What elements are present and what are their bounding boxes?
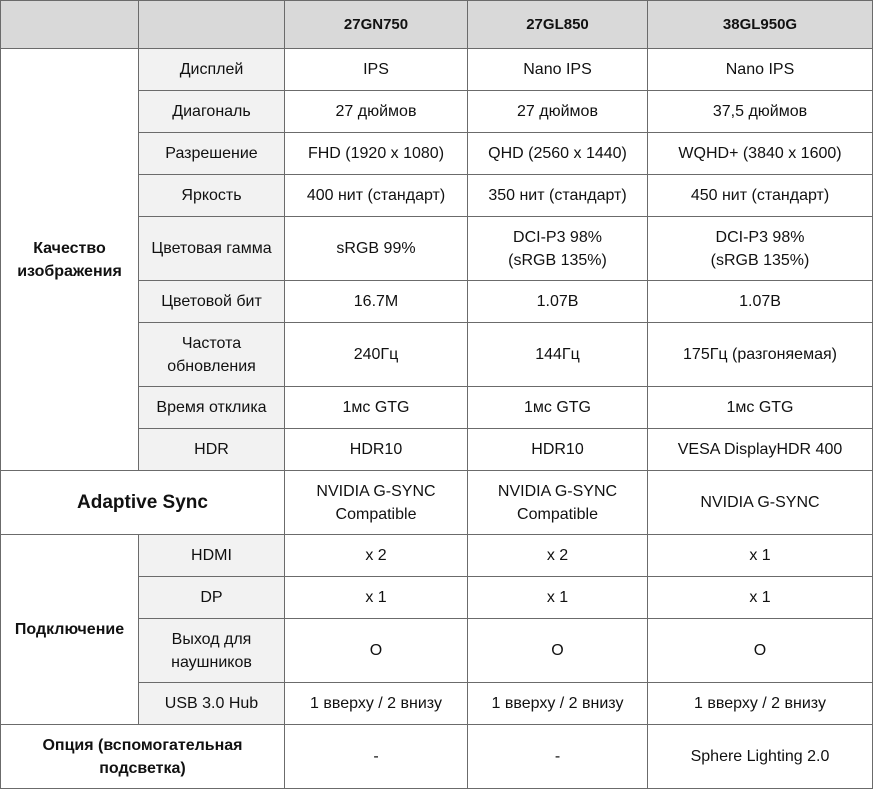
cell-value: 350 нит (стандарт) bbox=[468, 175, 648, 217]
cell-value: 37,5 дюймов bbox=[648, 91, 873, 133]
cell-value: 1мс GTG bbox=[468, 387, 648, 429]
cell-value: 27 дюймов bbox=[468, 91, 648, 133]
cell-value: 1 вверху / 2 внизу bbox=[648, 683, 873, 725]
cell-value: WQHD+ (3840 x 1600) bbox=[648, 133, 873, 175]
row-label: Частота обновления bbox=[139, 323, 285, 387]
cell-value: 240Гц bbox=[285, 323, 468, 387]
cell-value: x 1 bbox=[648, 577, 873, 619]
cell-value: 1.07B bbox=[648, 281, 873, 323]
row-label: Диагональ bbox=[139, 91, 285, 133]
cell-value: 1 вверху / 2 внизу bbox=[468, 683, 648, 725]
row-label: Дисплей bbox=[139, 49, 285, 91]
model-header: 38GL950G bbox=[648, 1, 873, 49]
cell-value: DCI-P3 98% (sRGB 135%) bbox=[648, 217, 873, 281]
cell-value: 400 нит (стандарт) bbox=[285, 175, 468, 217]
row-label: HDR bbox=[139, 429, 285, 471]
cell-value: NVIDIA G-SYNC bbox=[648, 471, 873, 535]
cell-value: VESA DisplayHDR 400 bbox=[648, 429, 873, 471]
cell-value: O bbox=[285, 619, 468, 683]
cell-value: x 2 bbox=[285, 535, 468, 577]
cell-value: QHD (2560 x 1440) bbox=[468, 133, 648, 175]
table-row bbox=[1, 535, 873, 577]
cell-value: 175Гц (разгоняемая) bbox=[648, 323, 873, 387]
cell-value: Sphere Lighting 2.0 bbox=[648, 725, 873, 789]
cell-value: x 1 bbox=[648, 535, 873, 577]
cell-value: O bbox=[468, 619, 648, 683]
group-label-option: Опция (вспомогательная подсветка) bbox=[1, 725, 285, 789]
row-label: Цветовой бит bbox=[139, 281, 285, 323]
cell-value: 27 дюймов bbox=[285, 91, 468, 133]
cell-value: x 1 bbox=[468, 577, 648, 619]
cell-value: NVIDIA G-SYNC Compatible bbox=[285, 471, 468, 535]
group-label-image-quality: Качество изображения bbox=[1, 49, 139, 471]
cell-value: - bbox=[285, 725, 468, 789]
cell-value: 1мс GTG bbox=[285, 387, 468, 429]
cell-value: x 2 bbox=[468, 535, 648, 577]
cell-value: HDR10 bbox=[468, 429, 648, 471]
cell-value: HDR10 bbox=[285, 429, 468, 471]
cell-value: DCI-P3 98% (sRGB 135%) bbox=[468, 217, 648, 281]
row-label: Разрешение bbox=[139, 133, 285, 175]
cell-value: 1мс GTG bbox=[648, 387, 873, 429]
header-blank-subcell bbox=[139, 1, 285, 49]
row-label: HDMI bbox=[139, 535, 285, 577]
header-blank-cell bbox=[1, 1, 139, 49]
cell-value: 450 нит (стандарт) bbox=[648, 175, 873, 217]
model-header: 27GL850 bbox=[468, 1, 648, 49]
model-header: 27GN750 bbox=[285, 1, 468, 49]
table-row bbox=[1, 471, 873, 535]
row-label: DP bbox=[139, 577, 285, 619]
group-label-adaptive-sync: Adaptive Sync bbox=[1, 471, 285, 535]
cell-value: Nano IPS bbox=[468, 49, 648, 91]
cell-value: x 1 bbox=[285, 577, 468, 619]
row-label: USB 3.0 Hub bbox=[139, 683, 285, 725]
cell-value: - bbox=[468, 725, 648, 789]
row-label: Яркость bbox=[139, 175, 285, 217]
row-label: Время отклика bbox=[139, 387, 285, 429]
cell-value: 144Гц bbox=[468, 323, 648, 387]
table-row bbox=[1, 49, 873, 91]
cell-value: sRGB 99% bbox=[285, 217, 468, 281]
row-label: Цветовая гамма bbox=[139, 217, 285, 281]
cell-value: 1 вверху / 2 внизу bbox=[285, 683, 468, 725]
cell-value: IPS bbox=[285, 49, 468, 91]
group-label-connectivity: Подключение bbox=[1, 535, 139, 725]
cell-value: 1.07B bbox=[468, 281, 648, 323]
cell-value: NVIDIA G-SYNC Compatible bbox=[468, 471, 648, 535]
cell-value: 16.7M bbox=[285, 281, 468, 323]
cell-value: FHD (1920 x 1080) bbox=[285, 133, 468, 175]
cell-value: Nano IPS bbox=[648, 49, 873, 91]
table-row bbox=[1, 725, 873, 789]
row-label: Выход для наушников bbox=[139, 619, 285, 683]
cell-value: O bbox=[648, 619, 873, 683]
header-row bbox=[1, 1, 873, 49]
